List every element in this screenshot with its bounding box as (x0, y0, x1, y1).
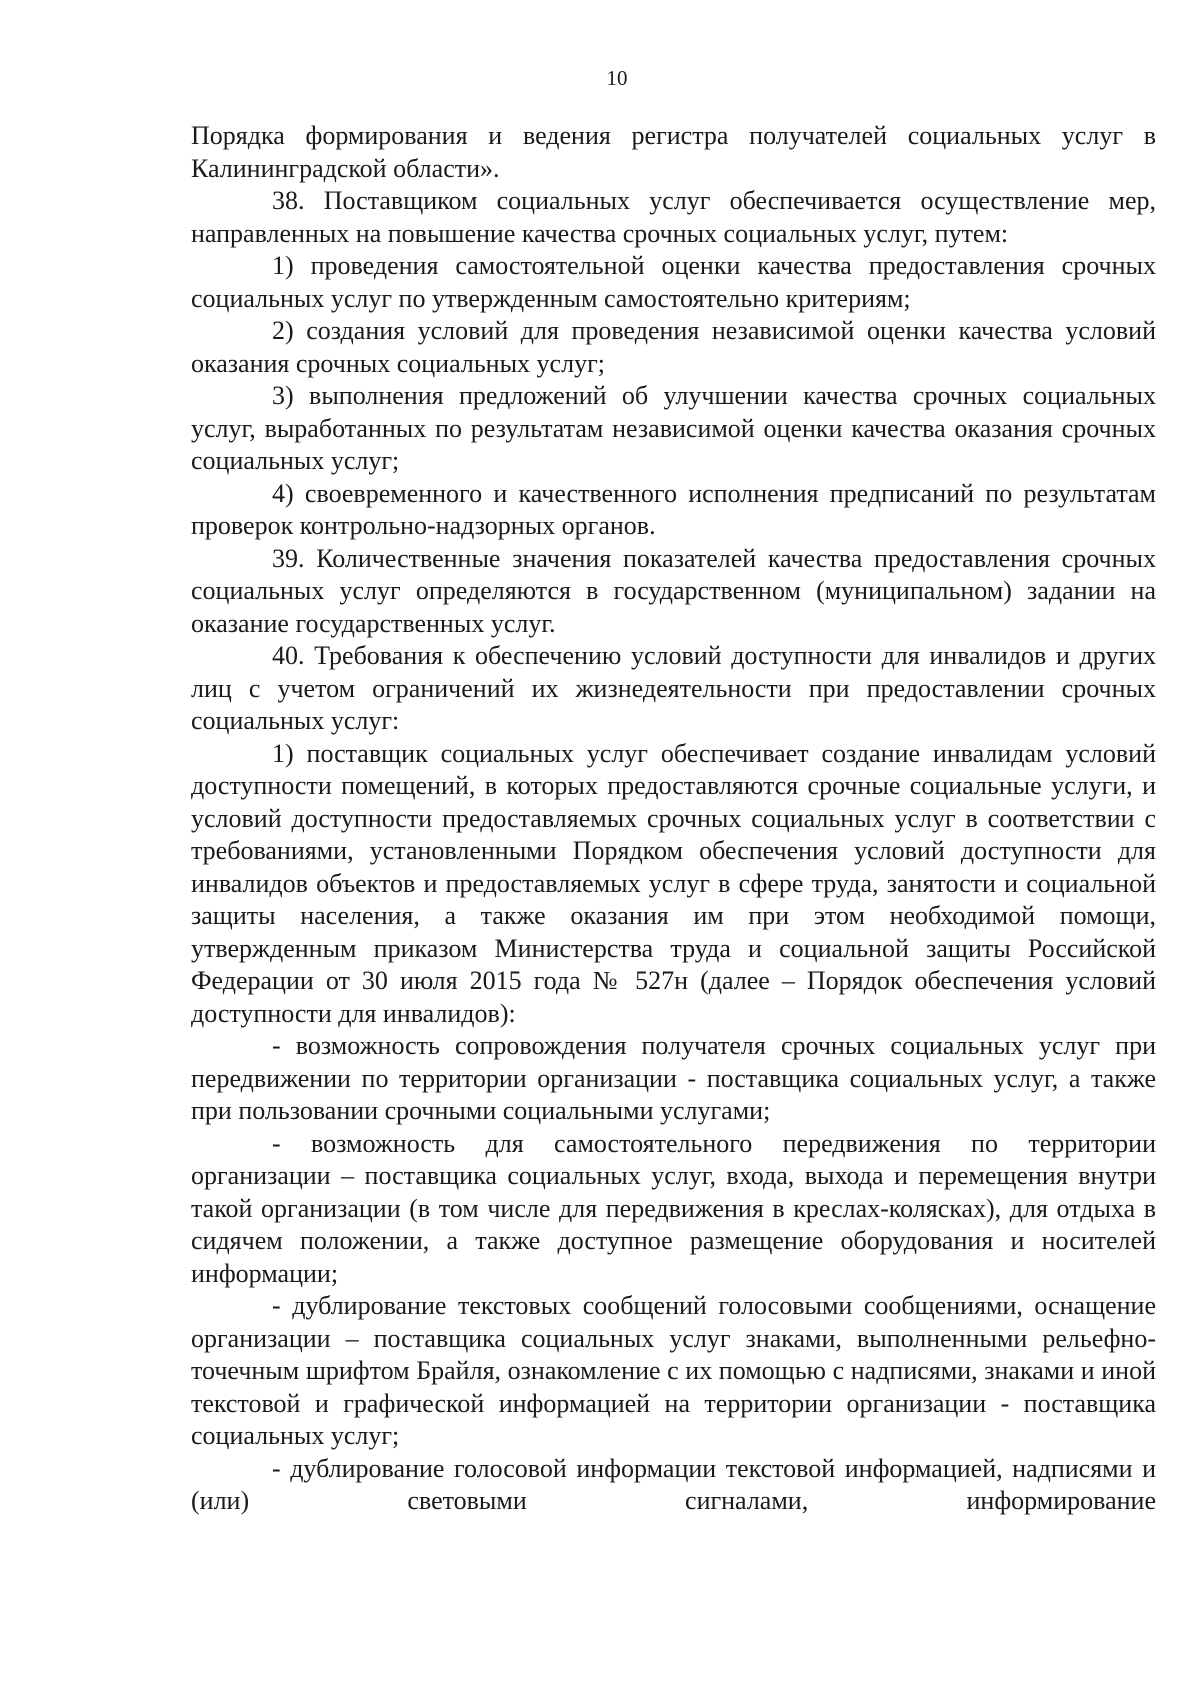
list-item-movement: - возможность для самостоятельного передвижения по территории организации – поставщика социальных услуг, входа, выхода и перемещения внутри такой организации (в том числе для передвижения в креслах-колясках), для отдыха в сидячем положении, а также доступное размещение оборудования и носителей информации; (191, 1128, 1156, 1288)
paragraph-39: 39. Количественные значения показателей качества предоставления срочных социальных услуг определяются в государственном (муниципальном) задании на оказание государственных услуг. (191, 543, 1156, 638)
document-body (191, 120, 1156, 1518)
paragraph-38: 38. Поставщиком социальных услуг обеспечивается осуществление мер, направленных на повышение качества срочных социальных услуг, путем: (191, 186, 1156, 248)
list-item-braille: - дублирование текстовых сообщений голосовыми сообщениями, оснащение организации – поставщика социальных услуг знаками, выполненными рельефно-точечным шрифтом Брайля, ознакомление с их помощью с надписями, знаками и иной текстовой и графической информацией на территории организации - поставщика социальных услуг; (191, 1291, 1156, 1450)
paragraph-continuation: Порядка формирования и ведения регистра получателей социальных услуг в Калининградской области». (191, 121, 1156, 183)
paragraph-38-item-1: 1) проведения самостоятельной оценки качества предоставления срочных социальных услуг по утвержденным самостоятельно критериям; (191, 251, 1156, 313)
paragraph-40-item-1: 1) поставщик социальных услуг обеспечивает создание инвалидам условий доступности помещений, в которых предоставляются срочные социальные услуги, и условий доступности предоставляемых срочных социальных услуг в соответствии с требованиями, установленными Порядком обеспечения условий доступности для инвалидов объектов и предоставляемых услуг в сфере труда, занятости и социальной защиты населения, а также оказания им при этом необходимой помощи, утвержденным приказом Министерства труда и социальной защиты Российской Федерации от 30 июля 2015 года № 527н (далее – Порядок обеспечения условий доступности для инвалидов): (191, 738, 1156, 1028)
paragraph-40: 40. Требования к обеспечению условий доступности для инвалидов и других лиц с учетом ограничений их жизнедеятельности при предоставлении срочных социальных услуг: (191, 641, 1156, 735)
paragraph-38-item-3: 3) выполнения предложений об улучшении качества срочных социальных услуг, выработанных по результатам независимой оценки качества оказания срочных социальных услуг; (191, 381, 1156, 475)
list-item-voice-duplication: - дублирование голосовой информации текстовой информацией, надписями и (или) световыми сигналами, информирование (191, 1453, 1156, 1515)
page-number: 10 (606, 66, 628, 90)
list-item-accompaniment: - возможность сопровождения получателя срочных социальных услуг при передвижении по территории организации - поставщика социальных услуг, а также при пользовании срочными социальными услугами; (191, 1031, 1156, 1125)
paragraph-38-item-4: 4) своевременного и качественного исполнения предписаний по результатам проверок контрольно-надзорных органов. (191, 478, 1156, 540)
paragraph-38-item-2: 2) создания условий для проведения независимой оценки качества условий оказания срочных социальных услуг; (191, 316, 1156, 378)
